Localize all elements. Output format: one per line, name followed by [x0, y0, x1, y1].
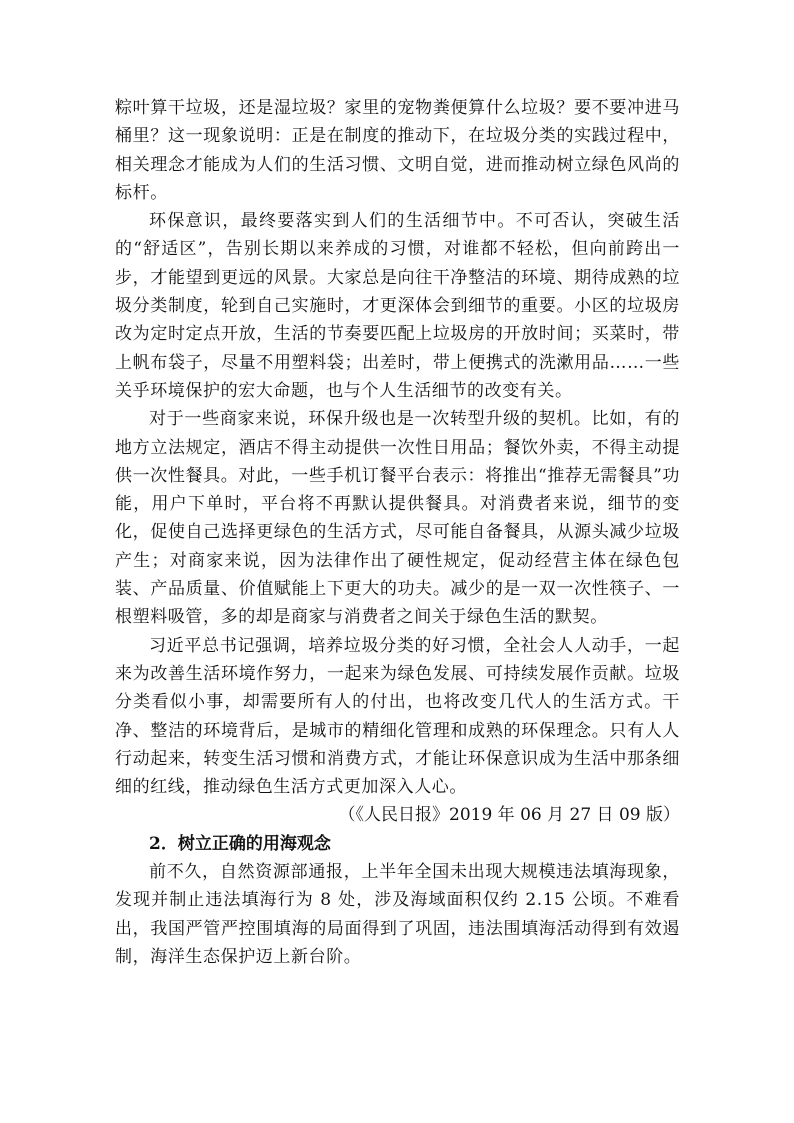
document-page	[115, 94, 680, 971]
paragraph-sea-use: 前不久，自然资源部通报，上半年全国未出现大规模违法填海现象，发现并制止违法填海行为 8 处，涉及海域面积仅约 2.15 公顷。不难看出，我国严管严控围填海的局面得到了巩固，违法围填海活动得到有效遏制，海洋生态保护迈上新台阶。	[115, 862, 680, 967]
paragraph-xi-quote: 习近平总书记强调，培养垃圾分类的好习惯，全社会人人动手，一起来为改善生活环境作努力，一起来为绿色发展、可持续发展作贡献。垃圾分类看似小事，却需要所有人的付出，也将改变几代人的生活方式。干净、整洁的环境背后，是城市的精细化管理和成熟的环保理念。只有人人行动起来，转变生活习惯和消费方式，才能让环保意识成为生活中那条细细的红线，推动绿色生活方式更加深入人心。	[115, 635, 680, 798]
article-source: （《人民日报》2019 年 06 月 27 日 09 版）	[338, 805, 680, 826]
paragraph-merchant-upgrade: 对于一些商家来说，环保升级也是一次转型升级的契机。比如，有的地方立法规定，酒店不得主动提供一次性日用品；餐饮外卖，不得主动提供一次性餐具。对此，一些手机订餐平台表示：将推出“推荐无需餐具”功能，用户下单时，平台将不再默认提供餐具。对消费者来说，细节的变化，促使自己选择更绿色的生活方式，尽可能自备餐具，从源头减少垃圾产生；对商家来说，因为法律作出了硬性规定，促动经营主体在绿色包装、产品质量、价值赋能上下更大的功夫。减少的是一双一次性筷子、一根塑料吸管，多的却是商家与消费者之间关于绿色生活的默契。	[115, 409, 680, 628]
paragraph-garbage-sorting-question: 粽叶算干垃圾，还是湿垃圾？家里的宠物粪便算什么垃圾？要不要冲进马桶里？这一现象说明：正是在制度的推动下，在垃圾分类的实践过程中，相关理念才能成为人们的生活习惯、文明自觉，进而推动树立绿色风尚的标杆。	[115, 98, 680, 203]
section-heading: 2．树立正确的用海观念	[149, 833, 331, 854]
paragraph-environmental-awareness: 环保意识，最终要落实到人们的生活细节中。不可否认，突破生活的“舒适区”，告别长期以来养成的习惯，对谁都不轻松，但向前跨出一步，才能望到更远的风景。大家总是向往干净整洁的环境、期待成熟的垃圾分类制度，轮到自己实施时，才更深体会到细节的重要。小区的垃圾房改为定时定点开放，生活的节奏要匹配上垃圾房的开放时间；买菜时，带上帆布袋子，尽量不用塑料袋；出差时，带上便携式的洗漱用品……一些关乎环境保护的宏大命题，也与个人生活细节的改变有关。	[115, 211, 680, 401]
